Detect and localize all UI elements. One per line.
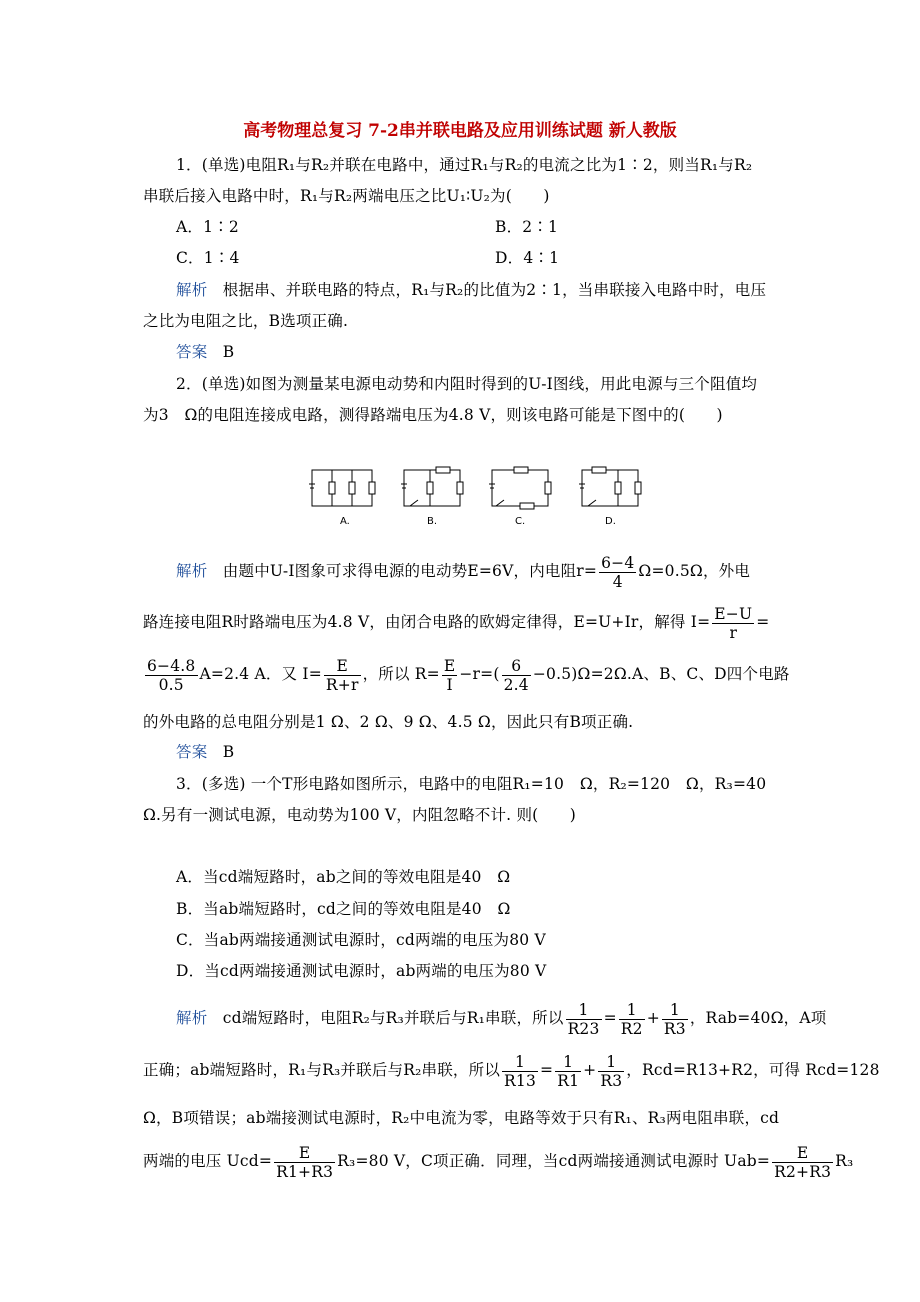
q3-analysis-line1: 解析 cd端短路时，电阻R₂与R₃并联后与R₁串联，所以 $\frac{1}{R23}$ = $\frac{1}{R2}$ + $\frac{1}{R3}$ ，Rab=40Ω，A项 bbox=[176, 1000, 827, 1038]
circuit-label-c: C. bbox=[515, 516, 526, 527]
q3-stem-line1: 3．(多选) 一个T形电路如图所示，电路中的电阻R₁=10 Ω，R₂=120 Ω，R₃=40 bbox=[176, 775, 767, 793]
page-title: 高考物理总复习 7-2串并联电路及应用训练试题 新人教版 bbox=[243, 121, 677, 141]
q2-analysis-line2: 路连接电阻R时路端电压为4.8 V，由闭合电路的欧姆定律得，E=U+Ir，解得 I= $\frac{E-U}{r}$ = bbox=[143, 604, 770, 642]
circuit-a bbox=[309, 470, 375, 506]
circuit-label-b: B. bbox=[427, 516, 438, 527]
q2-analysis-line1 bbox=[176, 553, 750, 591]
q3-stem-line2: Ω.另有一测试电源，电动势为100 V，内阻忽略不计. 则( ) bbox=[143, 806, 577, 824]
q2-answer bbox=[176, 742, 234, 762]
circuit-c bbox=[489, 467, 551, 509]
q3-analysis-line4: 两端的电压 Ucd= $\frac{E}{R1+R3}$ R₃=80 V，C项正确．同理，当cd两端接通测试电源时 Uab= $\frac{E}{R2+R3}$ R₃ bbox=[143, 1143, 854, 1181]
q3-option-b: B．当ab端短路时，cd之间的等效电阻是40 Ω bbox=[176, 900, 511, 918]
circuit-b bbox=[401, 467, 463, 506]
q3-option-c: C．当ab两端接通测试电源时，cd两端的电压为80 V bbox=[176, 931, 546, 949]
q1-stem-line2: 串联后接入电路中时，R₁与R₂两端电压之比U₁∶U₂为( ) bbox=[143, 187, 550, 205]
q2-analysis-line4: 的外电路的总电阻分别是1 Ω、2 Ω、9 Ω、4.5 Ω，因此只有B项正确. bbox=[143, 713, 634, 731]
q2-analysis-text2: 路连接电阻R时路端电压为4.8 V，由闭合电路的欧姆定律得，E=U+Ir，解得 I= bbox=[143, 613, 711, 631]
circuit-diagrams bbox=[300, 462, 660, 532]
q2-stem-line2: 为3 Ω的电阻连接成电路，测得路端电压为4.8 V，则该电路可能是下图中的( ) bbox=[143, 406, 723, 424]
q1-stem-line1: 1．(单选)电阻R₁与R₂并联在电路中，通过R₁与R₂的电流之比为1∶2，则当R₁与R₂ bbox=[176, 156, 753, 174]
q1-analysis-line1 bbox=[176, 280, 766, 300]
q3-analysis-label: 解析 bbox=[176, 1009, 208, 1027]
q1-option-b: B．2∶1 bbox=[495, 218, 559, 236]
q2-analysis-line3: $\frac{6-4.8}{0.5}$ A=2.4 A．又 I= $\frac{E}{R+r}$ ，所以 R= $\frac{E}{I}$ −r=( $\frac{6}{2.4}$ −0.5)Ω=2Ω.A、B、C、D四个电路 bbox=[147, 656, 790, 694]
q1-option-d: D．4∶1 bbox=[495, 249, 560, 267]
q1-option-a: A．1∶2 bbox=[176, 218, 239, 236]
q2-answer-label: 答案 bbox=[176, 743, 208, 761]
circuit-label-d: D. bbox=[605, 516, 616, 527]
q3-option-a: A．当cd端短路时，ab之间的等效电阻是40 Ω bbox=[176, 868, 511, 886]
q2-answer-value: B bbox=[222, 743, 235, 761]
q2-analysis-text1: 由题中U-I图象可求得电源的电动势E=6V，内电阻r= bbox=[222, 562, 598, 580]
circuit-label-a: A. bbox=[340, 516, 350, 527]
q1-analysis-text: 根据串、并联电路的特点，R₁与R₂的比值为2∶1，当串联接入电路中时，电压 bbox=[222, 281, 767, 299]
q1-option-c: C．1∶4 bbox=[176, 249, 240, 267]
q2-stem-line1: 2．(单选)如图为测量某电源电动势和内阻时得到的U-I图线，用此电源与三个阻值均 bbox=[176, 375, 758, 393]
q2-frac-r: $\frac{6-4}{4}$ bbox=[601, 553, 635, 591]
q3-analysis-line3: Ω，B项错误；ab端接测试电源时，R₂中电流为零，电路等效于只有R₁、R₃两电阻串联，cd bbox=[143, 1109, 780, 1127]
q1-analysis-label: 解析 bbox=[176, 281, 208, 299]
q3-option-d: D．当cd两端接通测试电源时，ab两端的电压为80 V bbox=[176, 962, 547, 980]
q2-analysis-label: 解析 bbox=[176, 562, 208, 580]
q1-answer-value: B bbox=[222, 343, 235, 361]
q2-analysis-tail1: Ω=0.5Ω，外电 bbox=[638, 562, 751, 580]
circuit-d bbox=[579, 467, 641, 506]
q3-analysis-line2: 正确；ab端短路时，R₁与R₃并联后与R₂串联，所以 $\frac{1}{R13}$ = $\frac{1}{R1}$ + $\frac{1}{R3}$ ，Rcd=R13+R2，可得 Rcd=128 bbox=[143, 1052, 880, 1090]
q1-answer bbox=[176, 342, 234, 362]
q1-analysis-line2: 之比为电阻之比，B选项正确. bbox=[143, 312, 349, 330]
q2-frac-i: $\frac{E-U}{r}$ bbox=[714, 604, 753, 642]
q1-answer-label: 答案 bbox=[176, 343, 208, 361]
